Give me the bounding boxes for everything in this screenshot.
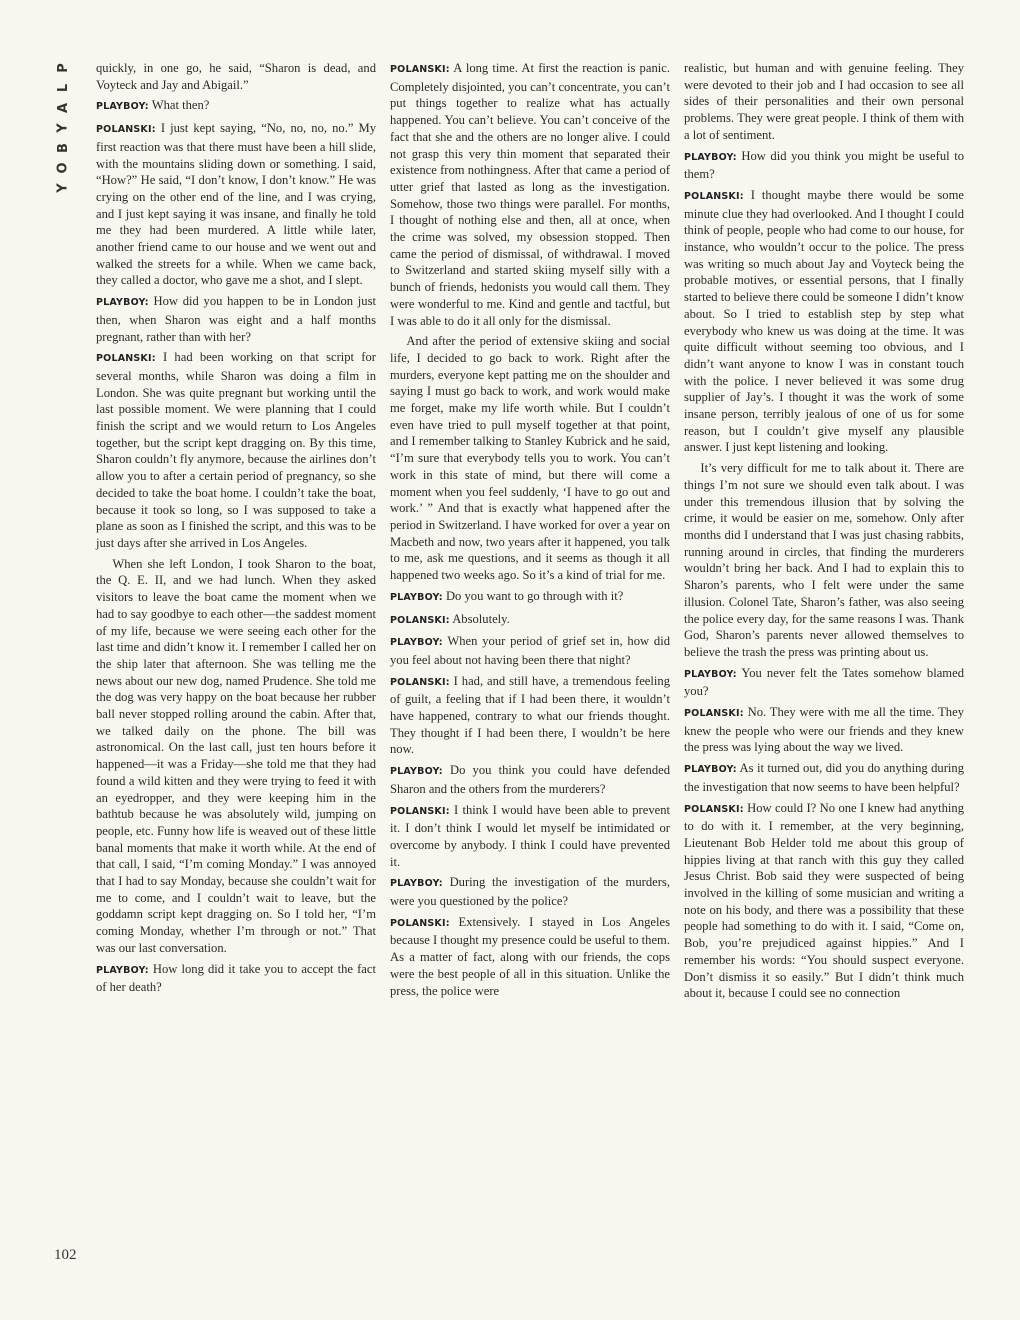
paragraph xyxy=(96,556,376,957)
paragraph-text: How could I? No one I knew had anything to do with it. I remember, at the very beginning, Lieutenant Bob Helder told me about this group of hippies living at that ranch with this guy they called Jesus Christ. Bob said they were suspected of being involved in the killing of some musician and writing a note on his body, and there was a possibility that these people had something to do with it. I said, “Come on, Bob, you’re prejudiced against hippies.” And I remember his words: “You should suspect everyone. Don’t dismiss it so easily.” But I didn’t think much about it, because I could see no connection xyxy=(684,800,964,1001)
paragraph xyxy=(390,633,670,668)
paragraph-text: Absolutely. xyxy=(452,611,510,626)
paragraph-text: And after the period of extensive skiing and social life, I decided to go back to work. Right after the murders, everyone kept patting me on the shoulder and saying I must go back to work, and work would make me forget, make my life worth while. But I couldn’t even have tried to pull myself together at that point, and I remember talking to Stanley Kubrick and he said, “I’m sure that everybody tells you to work. You can’t work in this state of mind, but there will come a moment when you feel suddenly, ‘I have to go out and work.’ ” And that is exactly what happened after the period in Switzerland. I have worked for over a year on Macbeth and now, two years after it happened, you talk to me, ask me questions, and it seems as though it all happened two weeks ago. So it’s a kind of trial for me. xyxy=(390,334,670,583)
paragraph-text: As it turned out, did you do anything during the investigation that now seems to have been helpful? xyxy=(684,761,964,794)
paragraph-text: No. They were with me all the time. They knew the people who were our friends and they knew the press was lying about the way we lived. xyxy=(684,705,964,755)
paragraph xyxy=(390,60,670,329)
paragraph-text: You never felt the Tates somehow blamed you? xyxy=(684,665,964,699)
paragraph xyxy=(96,120,376,289)
paragraph xyxy=(96,293,376,345)
paragraph xyxy=(96,97,376,116)
speaker-label: POLANSKI: xyxy=(390,64,450,75)
paragraph xyxy=(390,762,670,797)
paragraph-text: Do you think you could have defended Sharon and the others from the murderers? xyxy=(390,763,670,796)
masthead xyxy=(52,58,76,198)
masthead-letter: L xyxy=(55,83,71,93)
paragraph-text: Extensively. I stayed in Los Angeles because I thought my presence could be useful to them. As a matter of fact, along with our friends, the cops were the best people of all in this situation. Unlike the press, the police were xyxy=(390,914,670,998)
speaker-label: PLAYBOY: xyxy=(390,637,443,649)
paragraph xyxy=(684,704,964,756)
paragraph-text: Do you want to go through with it? xyxy=(445,588,624,603)
speaker-label: POLANSKI: xyxy=(390,676,450,688)
paragraph-text: How long did it take you to accept the fact of her death? xyxy=(96,961,376,995)
paragraph xyxy=(390,611,670,630)
masthead-letter: P xyxy=(56,63,71,73)
paragraph xyxy=(684,148,964,183)
paragraph-text: I had been working on that script for several months, while Sharon was doing a film in London. She was quite pregnant but working until the last possible moment. We were planning that I could finish the script and we would return to Los Angeles together, but the script kept dragging on. By this time, Sharon couldn’t fly anymore, because the airlines don’t allow you to after a certain period of pregnancy, so she decided to take the boat home. I couldn’t take the boat, because it took so long, so I was supposed to take a plane as soon as I finished the script, and this was to be just days after she arrived in Los Angeles. xyxy=(96,350,376,550)
column-2 xyxy=(390,60,670,1003)
paragraph xyxy=(390,333,670,584)
paragraph-text: How did you happen to be in London just then, when Sharon was eight and a half months pregnant, rather than with her? xyxy=(96,294,376,344)
column-3 xyxy=(684,60,964,1006)
masthead-letter: A xyxy=(56,102,71,114)
paragraph-text: During the investigation of the murders, were you questioned by the police? xyxy=(390,875,670,909)
paragraph-text: What then? xyxy=(151,98,210,113)
paragraph xyxy=(684,760,964,795)
paragraph xyxy=(684,665,964,700)
speaker-label: POLANSKI: xyxy=(390,614,450,626)
paragraph-text: I just kept saying, “No, no, no, no.” My first reaction was that there must have been a hill slide, with the mountains sliding down or something. I said, “How?” He said, “I don’t know, I don’t know.” He was crying on the other end of the line, and I was crying, and I just kept saying it was insane, and finally he told me they had been murdered. A little while later, another friend came to our house and we went out and walked the streets for a while. When we came back, they called a doctor, who gave me a shot, and I slept. xyxy=(96,121,377,288)
page-number: 102 xyxy=(54,1247,77,1263)
speaker-label: PLAYBOY: xyxy=(390,766,443,778)
paragraph-text: How did you think you might be useful to them? xyxy=(684,148,964,182)
speaker-label: POLANSKI: xyxy=(96,353,156,365)
paragraph-text: A long time. At first the reaction is panic. Completely disjointed, you can’t concentrate, you can’t put things together to realize what has actually happened. You can’t believe. You can’t conceive of the fact that she and the others are no longer alive. I could not grasp this very thin moment that separated their existence from nothingness. After that came a period of utter grief that lasted as long as the investigation. Somehow, those two things were parallel. For months, I thought of nothing else and then, all at once, when the crime was solved, my obsession stopped. Then came the period of dismissal, of withdrawal. I moved to Switzerland and started skiing myself silly with a bunch of friends, hedonists you would call them. They were wonderful to me. Kind and gentle and tactful, but I was able to do it all only for the dismissal. xyxy=(390,61,670,328)
paragraph xyxy=(684,60,964,144)
speaker-label: PLAYBOY: xyxy=(96,964,149,976)
paragraph xyxy=(96,60,376,93)
masthead-letter: Y xyxy=(55,183,71,193)
paragraph xyxy=(390,874,670,909)
column-1 xyxy=(96,60,376,1000)
masthead-letter: O xyxy=(56,162,71,174)
speaker-label: PLAYBOY: xyxy=(390,591,443,603)
paragraph xyxy=(684,800,964,1002)
speaker-label: POLANSKI: xyxy=(684,803,744,815)
paragraph xyxy=(390,802,670,871)
speaker-label: PLAYBOY: xyxy=(684,151,737,163)
speaker-label: PLAYBOY: xyxy=(684,668,737,680)
speaker-label: PLAYBOY: xyxy=(96,297,149,309)
speaker-label: PLAYBOY: xyxy=(96,101,149,113)
speaker-label: POLANSKI: xyxy=(684,190,744,202)
paragraph xyxy=(390,673,670,759)
masthead-letter: Y xyxy=(55,123,71,133)
paragraph xyxy=(96,349,376,551)
masthead-letter: B xyxy=(55,143,71,153)
paragraph-text: quickly, in one go, he said, “Sharon is dead, and Voyteck and Jay and Abigail.” xyxy=(96,61,376,92)
paragraph-text: I had, and still have, a tremendous feeling of guilt, a feeling that if I had been there, it wouldn’t have happened, contrary to what our friends thought. They thought if I had been there, I wouldn’t be here now. xyxy=(390,673,670,757)
speaker-label: POLANSKI: xyxy=(390,917,450,929)
speaker-label: PLAYBOY: xyxy=(684,764,737,776)
paragraph-text: I thought maybe there would be some minute clue they had overlooked. And I thought I could think of people, people who had come to our house, for instance, who wouldn’t occur to the police. The press was writing so much about Jay and Voyteck being the probable motives, or essential persons, that I finally started to believe there could be someone I didn’t know about. So I tried to establish step by step what everybody who knew us was doing at the time. It was quite difficult without seeming too obvious, and I didn’t want anyone to know I was in constant touch with the police. I never believed it was some drug supplier of Jay’s. I thought it was the work of some insane person, terribly jealous of one of us for some reason, but I couldn’t give myself any plausible answer. I just kept listening and looking. xyxy=(684,187,964,455)
paragraph-text: realistic, but human and with genuine feeling. They were devoted to their job and I had occasion to see all sides of their personalities and their own personal problems. They were great people. I think of them with a lot of sentiment. xyxy=(684,61,964,142)
paragraph-text: When she left London, I took Sharon to the boat, the Q. E. II, and we had lunch. When they asked visitors to leave the boat came the moment when we had to say goodbye to each other—the saddest moment of my life, because we were seeing each other for the last time and didn’t know it. I remember I called her on the ship later that afternoon. She was telling me the news about our new dog, named Prudence. She told me the dog was very happy on the boat because her rubber ball never stopped rolling around the cabin. After that, we talked daily on the phone. The bill was astronomical. On the last call, just ten hours before it happened—it was a Friday—she told me that they had found a wild kitten and they were trying to feed it with an eyedropper, and they were keeping him in the bathtub because he was absolutely wild, jumping on people, etc. Funny how life is weaved out of these little banal moments that make it worth while. At the end of that call, I said, “I’m coming Monday.” I was annoyed that I had to say Monday, because she couldn’t wait for me to come, and I couldn’t wait to leave, but the goddamn script kept dragging on. So I told her, “I’m coming Monday, whether I’m through or not.” That was our last conversation. xyxy=(96,556,376,955)
speaker-label: POLANSKI: xyxy=(390,805,450,817)
speaker-label: POLANSKI: xyxy=(96,124,156,136)
paragraph xyxy=(390,588,670,607)
paragraph-text: It’s very difficult for me to talk about it. There are things I’m not sure we should even talk about. I was under this tremendous illusion that by solving the crime, it would be easier on me, somehow. Only after months did I understand that I was just chasing rabbits, running around in circles, that finding the murderers wouldn’t bring her back. And I had to explain this to Sharon’s parents, who I felt were under the same illusion. Colonel Tate, Sharon’s father, was also seeing the police every day, for the same reasons I was. Thank God, Sharon’s parents never allowed themselves to believe the trash the press was printing about us. xyxy=(684,461,964,659)
paragraph xyxy=(96,961,376,996)
paragraph-text: When your period of grief set in, how did you feel about not having been there that night? xyxy=(390,634,671,667)
speaker-label: POLANSKI: xyxy=(684,708,744,720)
speaker-label: PLAYBOY: xyxy=(390,878,443,890)
paragraph-text: I think I would have been able to prevent it. I don’t think I would let myself be intimidated or overcome by anybody. I think I could have prevented it. xyxy=(390,802,671,869)
paragraph xyxy=(684,460,964,660)
paragraph xyxy=(390,914,670,1000)
paragraph xyxy=(684,187,964,456)
